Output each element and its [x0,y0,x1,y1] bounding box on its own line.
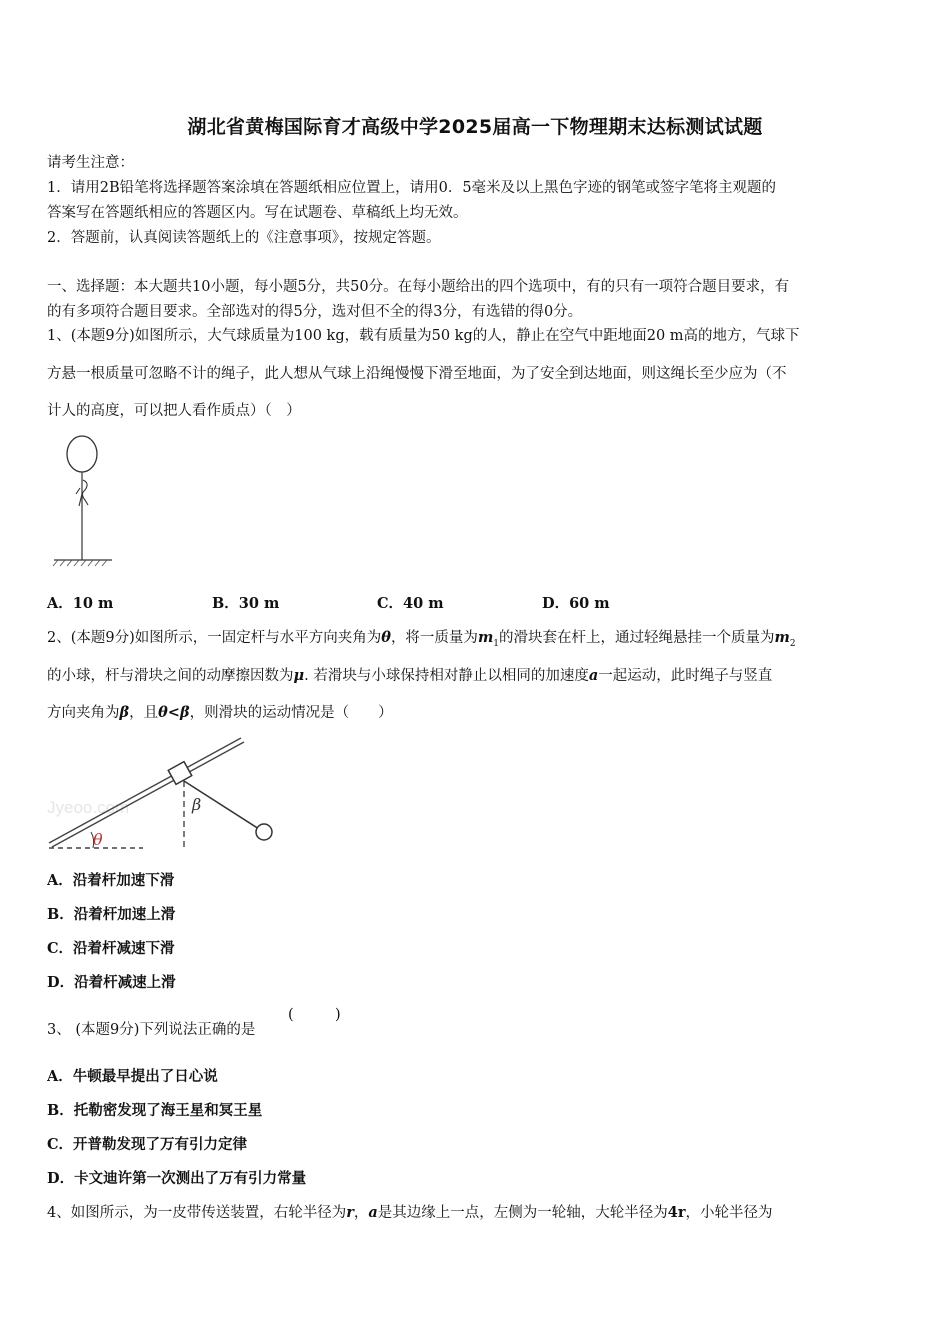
q1-option-b[interactable]: B．30 m [212,595,280,612]
mu-symbol: μ [293,667,305,684]
q3-option-d[interactable]: D．卡文迪许第一次测出了万有引力常量 [47,1170,307,1187]
q3-option-a[interactable]: A．牛顿最早提出了日心说 [47,1068,218,1085]
notice-item-2: 2．答题前，认真阅读答题纸上的《注意事项》，按规定答题。 [47,230,441,246]
q1-stem-line2: 方悬一根质量可忽略不计的绳子，此人想从气球上沿绳慢慢下滑至地面，为了安全到达地面，则这绳长至少应为（不 [47,366,787,382]
q4-stem-line1: 4、如图所示，为一皮带传送装置，右轮半径为r，a是其边缘上一点，左侧为一轮轴，大轮半径为4r，小轮半径为 [47,1204,773,1221]
q2-stem-line3: 方向夹角为β，且θ<β，则滑块的运动情况是（ ） [47,704,393,721]
q3-option-c[interactable]: C．开普勒发现了万有引力定律 [47,1136,248,1153]
q3-option-b[interactable]: B．托勒密发现了海王星和冥王星 [47,1102,263,1119]
q1-stem-line3: 计人的高度，可以把人看作质点）（ ） [47,403,301,419]
page-title: 湖北省黄梅国际育才高级中学2025届高一下物理期末达标测试试题 [187,116,763,138]
theta-label: θ [93,830,103,849]
q2-stem-line1: 2、(本题9分)如图所示，一固定杆与水平方向夹角为θ，将一质量为$m_1$的滑块套在杆上，通过轻绳悬挂一个质量为$m_2$ [47,629,796,649]
section-heading-line1: 一、选择题：本大题共10小题，每小题5分，共50分。在每小题给出的四个选项中，有的只有一项符合题目要求，有 [47,279,790,295]
q2-option-c[interactable]: C．沿着杆减速下滑 [47,940,175,957]
balloon-figure [50,432,120,567]
notice-item-1: 1．请用2B铅笔将选择题答案涂填在答题纸相应位置上，请用0．5毫米及以上黑色字迹的钢笔或签字笔将主观题的 [47,180,777,196]
section-heading-line2: 的有多项符合题目要求。全部选对的得5分，选对但不全的得3分，有选错的得0分。 [47,304,583,320]
watermark: Jyeoo.com [47,798,130,817]
q2-option-a[interactable]: A．沿着杆加速下滑 [47,872,175,889]
theta-symbol: θ [381,629,391,646]
incline-rod-figure [45,735,285,853]
q2-option-b[interactable]: B．沿着杆加速上滑 [47,906,176,923]
notice-heading: 请考生注意： [47,155,134,171]
q2-stem-line2: 的小球，杆与滑块之间的动摩擦因数为μ. 若滑块与小球保持相对静止以相同的加速度a一起运动，此时绳子与竖直 [47,667,773,684]
q3-stem: 3、 (本题9分)下列说法正确的是 [47,1022,256,1038]
q2-option-d[interactable]: D．沿着杆减速上滑 [47,974,176,991]
q3-paren-right: ) [335,1007,341,1023]
q1-option-a[interactable]: A．10 m [47,595,114,612]
q1-stem-line1: 1、(本题9分)如图所示，大气球质量为100 kg，载有质量为50 kg的人，静止在空气中距地面20 m高的地方，气球下 [47,328,800,344]
notice-item-1-cont: 答案写在答题纸相应的答题区内。写在试题卷、草稿纸上均无效。 [47,205,468,221]
beta-label: β [192,795,202,814]
q1-option-d[interactable]: D．60 m [542,595,610,612]
q3-paren-left: ( [288,1007,294,1023]
beta-symbol: β [119,704,130,721]
q1-option-c[interactable]: C．40 m [377,595,444,612]
